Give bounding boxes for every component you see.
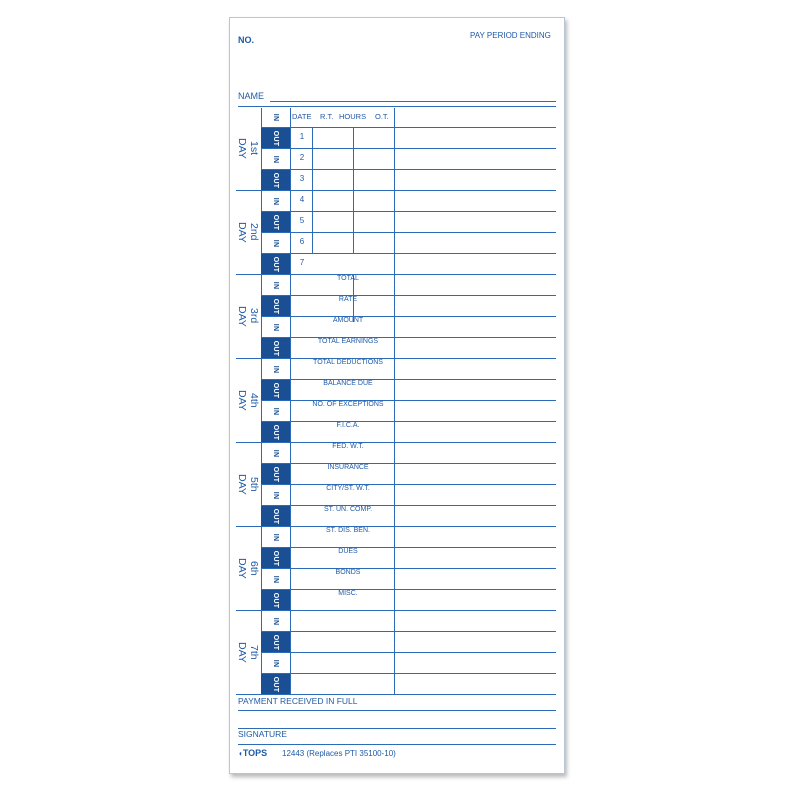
punch-in-label (261, 569, 290, 589)
brand-name: TOPS (242, 748, 268, 758)
row-line (261, 211, 556, 212)
row-line (261, 652, 556, 653)
in-text: IN (272, 113, 279, 121)
row-line (261, 631, 556, 632)
out-text: OUT (271, 550, 279, 566)
punch-in-label (261, 401, 290, 421)
out-text: OUT (271, 172, 279, 188)
punch-in-label (261, 611, 290, 631)
card-number-label: NO. (238, 35, 255, 45)
payment-line (238, 710, 556, 711)
day-label (236, 274, 260, 358)
row-line (261, 169, 556, 170)
out-text: OUT (271, 424, 279, 440)
punch-out-label (261, 422, 290, 442)
in-text: IN (272, 281, 279, 289)
row-line (261, 673, 556, 674)
pay-period-label: PAY PERIOD ENDING (470, 31, 551, 40)
row-line (261, 253, 556, 254)
punch-out-label (261, 338, 290, 358)
out-text: OUT (271, 634, 279, 650)
tops-logo-icon: ◖ (238, 749, 243, 758)
punch-out-label (261, 128, 290, 148)
deduction-label: TOTAL (337, 275, 359, 282)
punch-out-label (261, 212, 290, 232)
column-header-date: DATE (292, 112, 312, 121)
day-label (236, 442, 260, 526)
deduction-label: FED. W.T. (332, 443, 364, 450)
row-line (261, 232, 556, 233)
out-text: OUT (271, 298, 279, 314)
punch-in-label (261, 275, 290, 295)
day-label-text: 6th DAY (236, 557, 260, 579)
day-label-text: 2nd DAY (236, 221, 260, 243)
punch-out-label (261, 674, 290, 694)
day-label (236, 358, 260, 442)
in-text: IN (272, 197, 279, 205)
out-text: OUT (271, 592, 279, 608)
day-label (236, 190, 260, 274)
date-number: 6 (299, 237, 305, 246)
punch-in-label (261, 233, 290, 253)
signature-label: SIGNATURE (238, 729, 287, 739)
punch-out-label (261, 464, 290, 484)
product-code: 12443 (Replaces PTI 35100-10) (282, 749, 396, 758)
deduction-label: INSURANCE (327, 464, 369, 471)
out-text: OUT (271, 214, 279, 230)
date-number: 5 (299, 216, 305, 225)
in-text: IN (272, 533, 279, 541)
punch-out-label (261, 632, 290, 652)
deduction-label: BONDS (335, 569, 361, 576)
deduction-label: NO. OF EXCEPTIONS (312, 401, 384, 408)
punch-in-label (261, 107, 290, 127)
day-label-text: 5th DAY (236, 473, 260, 495)
out-text: OUT (271, 340, 279, 356)
in-text: IN (272, 323, 279, 331)
punch-out-label (261, 506, 290, 526)
out-text: OUT (271, 256, 279, 272)
in-text: IN (272, 491, 279, 499)
punch-in-label (261, 527, 290, 547)
deduction-label: TOTAL EARNINGS (317, 338, 379, 345)
in-text: IN (272, 239, 279, 247)
day-label-text: 3rd DAY (236, 305, 260, 327)
name-label: NAME (238, 91, 265, 101)
row-line (261, 148, 556, 149)
punch-out-label (261, 254, 290, 274)
day-label-text: 7th DAY (236, 641, 260, 663)
day-label-text: 4th DAY (236, 389, 260, 411)
deduction-label: RATE (338, 296, 358, 303)
punch-in-label (261, 359, 290, 379)
date-column-line (290, 108, 291, 694)
row-line (261, 127, 556, 128)
in-text: IN (272, 659, 279, 667)
day-label (236, 610, 260, 694)
out-text: OUT (271, 382, 279, 398)
punch-in-label (261, 443, 290, 463)
column-header-ot: O.T. (375, 112, 389, 121)
hours-column-line (353, 127, 354, 253)
in-text: IN (272, 449, 279, 457)
deduction-label: ST. DIS. BEN. (326, 527, 370, 534)
punch-in-label (261, 191, 290, 211)
in-text: IN (272, 407, 279, 415)
deduction-label: BALANCE DUE (323, 380, 373, 387)
punch-out-label (261, 296, 290, 316)
deduction-label: ST. UN. COMP. (323, 506, 373, 513)
column-header-hours: HOURS (339, 112, 367, 121)
date-number: 3 (299, 174, 305, 183)
deduction-label: AMOUNT (332, 317, 364, 324)
deduction-label: F.I.C.A. (336, 422, 360, 429)
name-line (270, 101, 556, 102)
in-text: IN (272, 155, 279, 163)
punch-in-label (261, 653, 290, 673)
row-line (236, 694, 556, 695)
date-number-divider (312, 127, 313, 253)
punch-in-label (261, 485, 290, 505)
payment-received-label: PAYMENT RECEIVED IN FULL (238, 696, 358, 706)
day-label-text: 1st DAY (236, 137, 260, 159)
deduction-label: CITY/ST. W.T. (326, 485, 370, 492)
punch-out-label (261, 380, 290, 400)
out-text: OUT (271, 676, 279, 692)
deduction-label: MISC. (338, 590, 358, 597)
punch-out-label (261, 590, 290, 610)
column-header-rt: R.T. (320, 112, 334, 121)
day-label (236, 526, 260, 610)
punch-in-label (261, 149, 290, 169)
out-text: OUT (271, 466, 279, 482)
date-number: 2 (299, 153, 305, 162)
in-text: IN (272, 575, 279, 583)
date-number: 1 (299, 132, 305, 141)
date-number: 7 (299, 258, 305, 267)
signature-line (238, 744, 556, 745)
in-text: IN (272, 365, 279, 373)
punch-in-label (261, 317, 290, 337)
out-text: OUT (271, 130, 279, 146)
deduction-label: DUES (338, 548, 358, 555)
date-number: 4 (299, 195, 305, 204)
out-text: OUT (271, 508, 279, 524)
punch-out-label (261, 548, 290, 568)
punch-out-label (261, 170, 290, 190)
time-card (229, 17, 565, 774)
tops-logo (238, 748, 267, 758)
deduction-label: TOTAL DEDUCTIONS (313, 359, 383, 366)
day-label (236, 106, 260, 190)
in-text: IN (272, 617, 279, 625)
